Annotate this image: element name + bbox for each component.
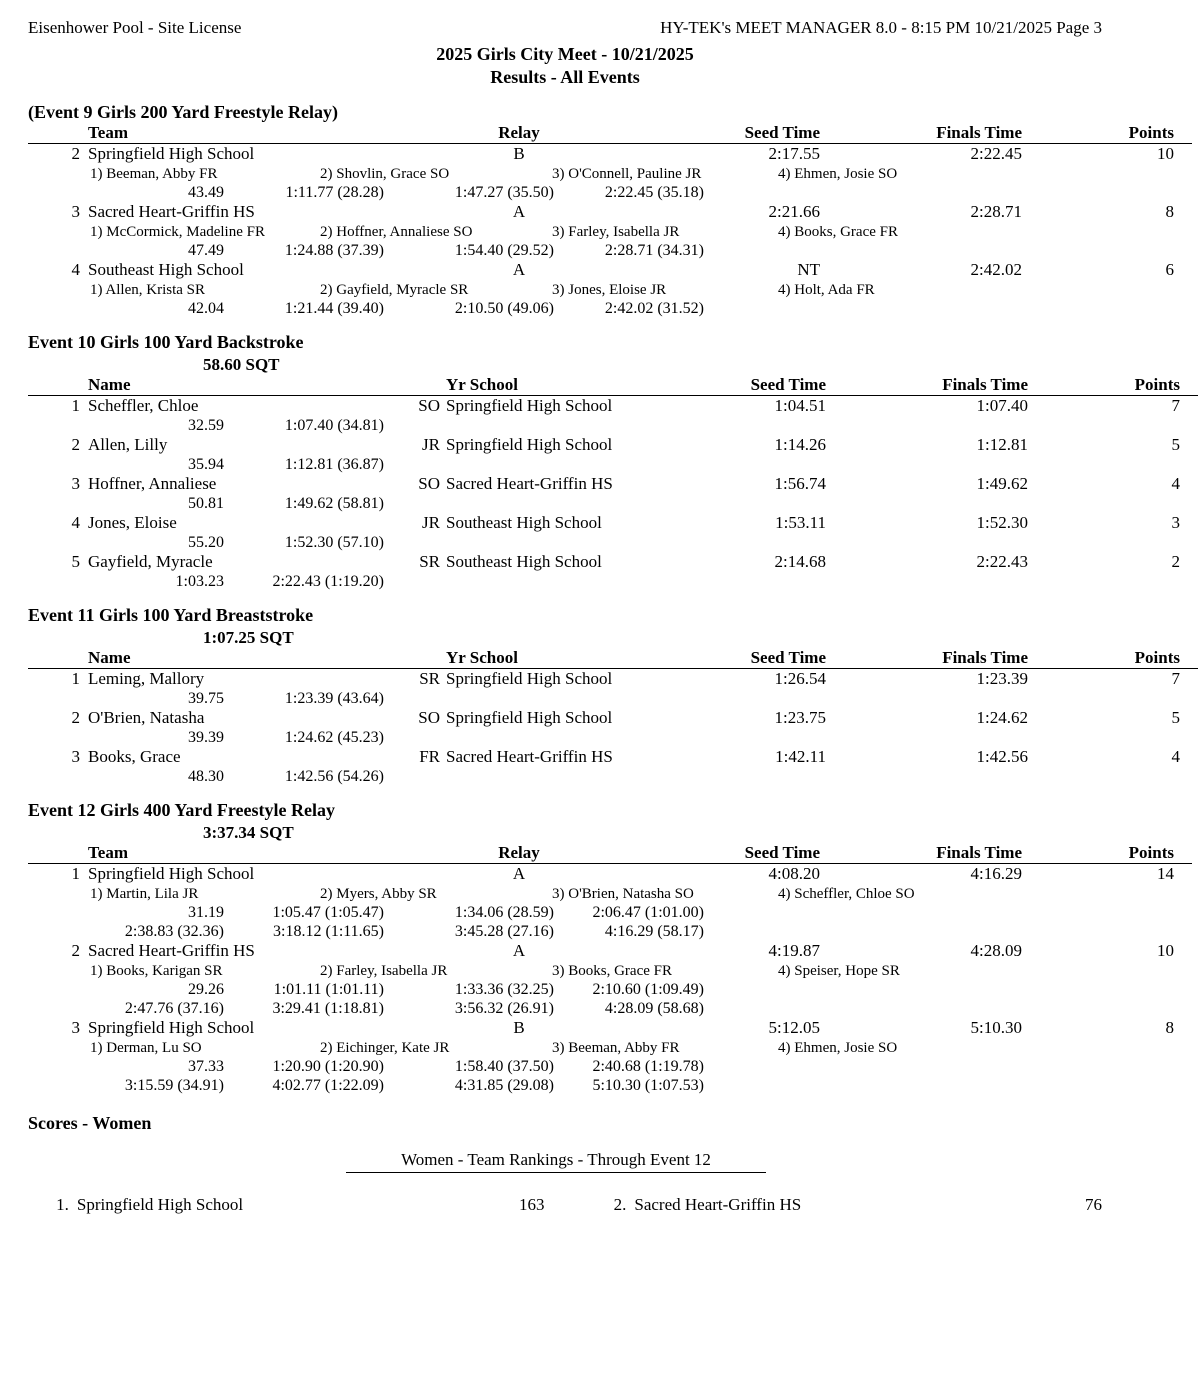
year: SR — [419, 552, 440, 571]
leg-3: 3) O'Brien, Natasha SO — [552, 886, 694, 902]
leg-1: 1) Books, Karigan SR — [90, 963, 223, 979]
seed-time: 1:14.26 — [774, 435, 826, 454]
relay-legs — [28, 963, 1102, 980]
leg-1: 1) Allen, Krista SR — [90, 282, 205, 298]
points: 3 — [1171, 513, 1180, 532]
column-headers — [28, 843, 1192, 864]
relay-entry — [28, 144, 1192, 164]
event-title-9: (Event 9 Girls 200 Yard Freestyle Relay) — [28, 102, 338, 122]
points: 10 — [1157, 144, 1174, 163]
col-relay: Relay — [388, 123, 650, 144]
place: 3 — [71, 474, 80, 493]
relay-entry — [28, 941, 1192, 961]
split-2: 1:12.81 (36.87) — [284, 456, 384, 473]
col-points: Points — [1070, 375, 1198, 396]
split-row — [28, 923, 1102, 941]
split-1: 39.39 — [188, 729, 224, 746]
seed-time: 1:42.11 — [775, 747, 826, 766]
split-row — [28, 768, 1102, 786]
split-1: 29.26 — [188, 981, 224, 998]
swimmer-name: Leming, Mallory — [88, 669, 205, 688]
event-title-11: Event 11 Girls 100 Yard Breaststroke — [28, 605, 314, 625]
split-row — [28, 729, 1102, 747]
points: 7 — [1171, 669, 1180, 688]
team-name: Sacred Heart-Griffin HS — [88, 941, 255, 960]
seed-time: 2:17.55 — [768, 144, 820, 163]
col-yr — [388, 375, 446, 396]
split-4: 2:22.45 (35.18) — [604, 184, 704, 201]
event-9-table — [28, 123, 1192, 144]
split-4: 2:40.68 (1:19.78) — [592, 1058, 704, 1075]
split-1: 35.94 — [188, 456, 224, 473]
finals-time: 1:12.81 — [976, 435, 1028, 454]
points: 10 — [1157, 941, 1174, 960]
rank-score-2: 76 — [1084, 1195, 1102, 1214]
seed-time: 1:26.54 — [774, 669, 826, 688]
place: 2 — [71, 144, 80, 163]
split-row — [28, 981, 1102, 999]
table-row — [28, 552, 1198, 572]
rank-score-1: 163 — [519, 1195, 545, 1214]
table-row — [28, 474, 1198, 494]
col-blank — [28, 375, 88, 396]
split-1: 1:03.23 — [175, 573, 224, 590]
leg-4: 4) Ehmen, Josie SO — [778, 1040, 898, 1056]
place: 4 — [71, 513, 80, 532]
rank-team-1: Springfield High School — [76, 1195, 244, 1214]
col-yr-school: Yr School — [446, 648, 656, 669]
col-seed: Seed Time — [650, 843, 842, 864]
col-seed: Seed Time — [656, 375, 848, 396]
finals-time: 2:22.43 — [976, 552, 1028, 571]
split-2: 1:05.47 (1:05.47) — [272, 904, 384, 921]
leg-3: 3) Books, Grace FR — [552, 963, 672, 979]
table-row — [28, 1018, 1192, 1038]
split-7: 3:45.28 (27.16) — [454, 923, 554, 940]
table-row — [28, 864, 1192, 884]
col-finals: Finals Time — [848, 375, 1070, 396]
team-name: Springfield High School — [88, 864, 255, 883]
school: Sacred Heart-Griffin HS — [446, 747, 613, 766]
place: 1 — [71, 864, 80, 883]
swimmer-name: Allen, Lilly — [88, 435, 168, 454]
page-content — [28, 18, 1180, 1215]
points: 6 — [1165, 260, 1174, 279]
rank-team-2: Sacred Heart-Griffin HS — [634, 1195, 802, 1214]
split-6: 3:29.41 (1:18.81) — [272, 1000, 384, 1017]
seed-time: 1:04.51 — [774, 396, 826, 415]
split-8: 4:16.29 (58.17) — [604, 923, 704, 940]
split-row — [28, 417, 1102, 435]
col-seed: Seed Time — [650, 123, 842, 144]
year: SR — [419, 669, 440, 688]
seed-time: 1:23.75 — [774, 708, 826, 727]
split-4: 2:28.71 (34.31) — [604, 242, 704, 259]
finals-time: 1:42.56 — [976, 747, 1028, 766]
split-5: 2:38.83 (32.36) — [124, 923, 224, 940]
place: 2 — [71, 708, 80, 727]
event-12-standard: 3:37.34 SQT — [203, 823, 294, 842]
swimmer-entry — [28, 474, 1198, 494]
event-title-12: Event 12 Girls 400 Yard Freestyle Relay — [28, 800, 335, 820]
leg-2: 2) Eichinger, Kate JR — [320, 1040, 450, 1056]
table-row — [28, 513, 1198, 533]
event-10-standard: 58.60 SQT — [203, 355, 280, 374]
points: 5 — [1171, 435, 1180, 454]
split-3: 1:54.40 (29.52) — [454, 242, 554, 259]
split-2: 1:42.56 (54.26) — [284, 768, 384, 785]
col-seed: Seed Time — [656, 648, 848, 669]
place: 2 — [71, 941, 80, 960]
table-row — [28, 202, 1192, 222]
relay-letter: A — [512, 260, 526, 279]
table-row — [28, 435, 1198, 455]
split-2: 1:20.90 (1:20.90) — [272, 1058, 384, 1075]
split-4: 2:10.60 (1:09.49) — [592, 981, 704, 998]
year: FR — [419, 747, 440, 766]
col-blank — [28, 843, 88, 864]
split-row — [28, 300, 1102, 318]
rank-gap — [545, 1195, 586, 1215]
year: SO — [418, 474, 440, 493]
place: 4 — [71, 260, 80, 279]
swimmer-name: O'Brien, Natasha — [88, 708, 205, 727]
split-2: 1:01.11 (1:01.11) — [273, 981, 384, 998]
school: Springfield High School — [446, 669, 613, 688]
swimmer-name: Scheffler, Chloe — [88, 396, 199, 415]
swimmer-entry — [28, 669, 1198, 689]
split-3: 1:58.40 (37.50) — [454, 1058, 554, 1075]
finals-time: 1:49.62 — [976, 474, 1028, 493]
split-6: 4:02.77 (1:22.09) — [272, 1077, 384, 1094]
split-6: 3:18.12 (1:11.65) — [273, 923, 384, 940]
seed-time: 5:12.05 — [768, 1018, 820, 1037]
place: 1 — [71, 396, 80, 415]
column-headers — [28, 648, 1198, 669]
place: 3 — [71, 747, 80, 766]
event-12-table — [28, 843, 1192, 864]
swimmer-entry — [28, 435, 1198, 455]
place: 1 — [71, 669, 80, 688]
swimmer-entry — [28, 513, 1198, 533]
year: JR — [422, 435, 440, 454]
place: 2 — [71, 435, 80, 454]
finals-time: 2:22.45 — [970, 144, 1022, 163]
split-2: 1:52.30 (57.10) — [284, 534, 384, 551]
split-5: 2:47.76 (37.16) — [124, 1000, 224, 1017]
split-row — [28, 690, 1102, 708]
table-row — [28, 260, 1192, 280]
split-row — [28, 1058, 1102, 1076]
team-name: Springfield High School — [88, 144, 255, 163]
split-8: 5:10.30 (1:07.53) — [592, 1077, 704, 1094]
leg-2: 2) Gayfield, Myracle SR — [320, 282, 469, 298]
leg-3: 3) Jones, Eloise JR — [552, 282, 667, 298]
relay-entry — [28, 1018, 1192, 1038]
split-1: 39.75 — [188, 690, 224, 707]
split-3: 1:34.06 (28.59) — [454, 904, 554, 921]
finals-time: 1:24.62 — [976, 708, 1028, 727]
swimmer-entry — [28, 396, 1198, 416]
split-2: 1:11.77 (28.28) — [285, 184, 384, 201]
split-row — [28, 904, 1102, 922]
split-3: 1:33.36 (32.25) — [454, 981, 554, 998]
swimmer-name: Books, Grace — [88, 747, 181, 766]
meet-title: 2025 Girls City Meet - 10/21/2025 — [436, 44, 694, 64]
relay-letter: A — [512, 941, 526, 960]
table-row — [28, 941, 1192, 961]
split-4: 2:42.02 (31.52) — [604, 300, 704, 317]
split-1: 47.49 — [188, 242, 224, 259]
place: 3 — [71, 202, 80, 221]
swimmer-entry — [28, 747, 1198, 767]
split-row — [28, 1077, 1102, 1095]
seed-time: 2:21.66 — [768, 202, 820, 221]
column-headers — [28, 123, 1192, 144]
split-1: 48.30 — [188, 768, 224, 785]
relay-letter: A — [512, 202, 526, 221]
leg-4: 4) Scheffler, Chloe SO — [778, 886, 915, 902]
split-5: 3:15.59 (34.91) — [124, 1077, 224, 1094]
seed-time: 1:53.11 — [775, 513, 826, 532]
split-1: 37.33 — [188, 1058, 224, 1075]
relay-letter: B — [513, 1018, 525, 1037]
split-2: 1:23.39 (43.64) — [284, 690, 384, 707]
scores-title: Scores - Women — [28, 1113, 152, 1133]
swimmer-name: Hoffner, Annaliese — [88, 474, 217, 493]
meet-subtitle: Results - All Events — [490, 67, 640, 87]
col-points: Points — [1064, 843, 1192, 864]
school: Southeast High School — [446, 513, 602, 532]
col-name: Name — [88, 375, 388, 396]
split-2: 1:21.44 (39.40) — [284, 300, 384, 317]
split-row — [28, 573, 1102, 591]
col-yr — [388, 648, 446, 669]
points: 7 — [1171, 396, 1180, 415]
split-2: 1:49.62 (58.81) — [284, 495, 384, 512]
points: 8 — [1165, 202, 1174, 221]
team-name: Springfield High School — [88, 1018, 255, 1037]
swimmer-name: Jones, Eloise — [88, 513, 177, 532]
table-row — [28, 396, 1198, 416]
split-2: 1:07.40 (34.81) — [284, 417, 384, 434]
leg-2: 2) Farley, Isabella JR — [320, 963, 448, 979]
rank-number-2: 2. — [613, 1195, 627, 1214]
finals-time: 2:28.71 — [970, 202, 1022, 221]
finals-time: 4:28.09 — [970, 941, 1022, 960]
split-1: 43.49 — [188, 184, 224, 201]
leg-1: 1) Beeman, Abby FR — [90, 166, 218, 182]
col-finals: Finals Time — [842, 123, 1064, 144]
school: Southeast High School — [446, 552, 602, 571]
leg-1: 1) Martin, Lila JR — [90, 886, 199, 902]
finals-time: 1:23.39 — [976, 669, 1028, 688]
rank-number-1: 1. — [56, 1195, 69, 1214]
split-2: 1:24.62 (45.23) — [284, 729, 384, 746]
relay-legs — [28, 166, 1102, 183]
year: SO — [418, 708, 440, 727]
year: JR — [422, 513, 440, 532]
relay-letter: B — [513, 144, 525, 163]
place: 5 — [71, 552, 80, 571]
seed-time: 1:56.74 — [774, 474, 826, 493]
col-finals: Finals Time — [848, 648, 1070, 669]
relay-legs — [28, 886, 1102, 903]
page-header — [28, 18, 1102, 38]
finals-time: 5:10.30 — [970, 1018, 1022, 1037]
points: 8 — [1165, 1018, 1174, 1037]
finals-time: 1:52.30 — [976, 513, 1028, 532]
school: Springfield High School — [446, 396, 613, 415]
split-row — [28, 495, 1102, 513]
points: 4 — [1171, 474, 1180, 493]
relay-legs — [28, 224, 1102, 241]
event-10-table — [28, 375, 1198, 396]
leg-3: 3) O'Connell, Pauline JR — [552, 166, 702, 182]
team-rankings-header: Women - Team Rankings - Through Event 12 — [346, 1150, 766, 1173]
split-row — [28, 456, 1102, 474]
leg-4: 4) Speiser, Hope SR — [778, 963, 900, 979]
school: Springfield High School — [446, 708, 613, 727]
leg-1: 1) McCormick, Madeline FR — [90, 224, 265, 240]
split-3: 2:10.50 (49.06) — [454, 300, 554, 317]
leg-1: 1) Derman, Lu SO — [90, 1040, 202, 1056]
relay-entry — [28, 864, 1192, 884]
split-8: 4:28.09 (58.68) — [604, 1000, 704, 1017]
school: Sacred Heart-Griffin HS — [446, 474, 613, 493]
seed-time: 4:19.87 — [768, 941, 820, 960]
points: 5 — [1171, 708, 1180, 727]
table-row — [28, 669, 1198, 689]
column-headers — [28, 375, 1198, 396]
col-team: Team — [88, 843, 388, 864]
leg-2: 2) Shovlin, Grace SO — [320, 166, 450, 182]
finals-time: 2:42.02 — [970, 260, 1022, 279]
points: 4 — [1171, 747, 1180, 766]
split-row — [28, 242, 1102, 260]
col-blank — [28, 648, 88, 669]
place: 3 — [71, 1018, 80, 1037]
leg-4: 4) Holt, Ada FR — [778, 282, 875, 298]
seed-time: 2:14.68 — [774, 552, 826, 571]
col-points: Points — [1070, 648, 1198, 669]
relay-legs — [28, 282, 1102, 299]
split-1: 42.04 — [188, 300, 224, 317]
col-finals: Finals Time — [842, 843, 1064, 864]
school: Springfield High School — [446, 435, 613, 454]
leg-4: 4) Ehmen, Josie SO — [778, 166, 898, 182]
event-title-10: Event 10 Girls 100 Yard Backstroke — [28, 332, 304, 352]
team-name: Southeast High School — [88, 260, 244, 279]
header-left-text: Eisenhower Pool - Site License — [28, 18, 242, 37]
col-name: Name — [88, 648, 388, 669]
year: SO — [418, 396, 440, 415]
split-7: 3:56.32 (26.91) — [454, 1000, 554, 1017]
col-blank — [28, 123, 88, 144]
split-1: 55.20 — [188, 534, 224, 551]
swimmer-entry — [28, 552, 1198, 572]
leg-4: 4) Books, Grace FR — [778, 224, 898, 240]
split-4: 2:06.47 (1:01.00) — [592, 904, 704, 921]
leg-3: 3) Farley, Isabella JR — [552, 224, 680, 240]
relay-letter: A — [512, 864, 526, 883]
split-row — [28, 1000, 1102, 1018]
event-11-table — [28, 648, 1198, 669]
event-11-standard: 1:07.25 SQT — [203, 628, 294, 647]
team-ranking-row — [28, 1195, 1102, 1215]
split-row — [28, 534, 1102, 552]
leg-2: 2) Hoffner, Annaliese SO — [320, 224, 473, 240]
swimmer-name: Gayfield, Myracle — [88, 552, 213, 571]
seed-time: NT — [797, 260, 820, 279]
col-relay: Relay — [388, 843, 650, 864]
split-1: 31.19 — [188, 904, 224, 921]
split-1: 32.59 — [188, 417, 224, 434]
points: 2 — [1171, 552, 1180, 571]
split-7: 4:31.85 (29.08) — [454, 1077, 554, 1094]
finals-time: 4:16.29 — [970, 864, 1022, 883]
table-row — [28, 747, 1198, 767]
swimmer-entry — [28, 708, 1198, 728]
split-1: 50.81 — [188, 495, 224, 512]
header-right-text: HY-TEK's MEET MANAGER 8.0 - 8:15 PM 10/21/2025 Page 3 — [660, 18, 1102, 37]
finals-time: 1:07.40 — [976, 396, 1028, 415]
leg-2: 2) Myers, Abby SR — [320, 886, 437, 902]
points: 14 — [1157, 864, 1174, 883]
split-2: 2:22.43 (1:19.20) — [272, 573, 384, 590]
col-points: Points — [1064, 123, 1192, 144]
table-row — [28, 144, 1192, 164]
team-name: Sacred Heart-Griffin HS — [88, 202, 255, 221]
relay-legs — [28, 1040, 1102, 1057]
col-team: Team — [88, 123, 388, 144]
split-2: 1:24.88 (37.39) — [284, 242, 384, 259]
seed-time: 4:08.20 — [768, 864, 820, 883]
leg-3: 3) Beeman, Abby FR — [552, 1040, 680, 1056]
table-row — [28, 708, 1198, 728]
relay-entry — [28, 260, 1192, 280]
split-3: 1:47.27 (35.50) — [454, 184, 554, 201]
split-row — [28, 184, 1102, 202]
relay-entry — [28, 202, 1192, 222]
col-yr-school: Yr School — [446, 375, 656, 396]
